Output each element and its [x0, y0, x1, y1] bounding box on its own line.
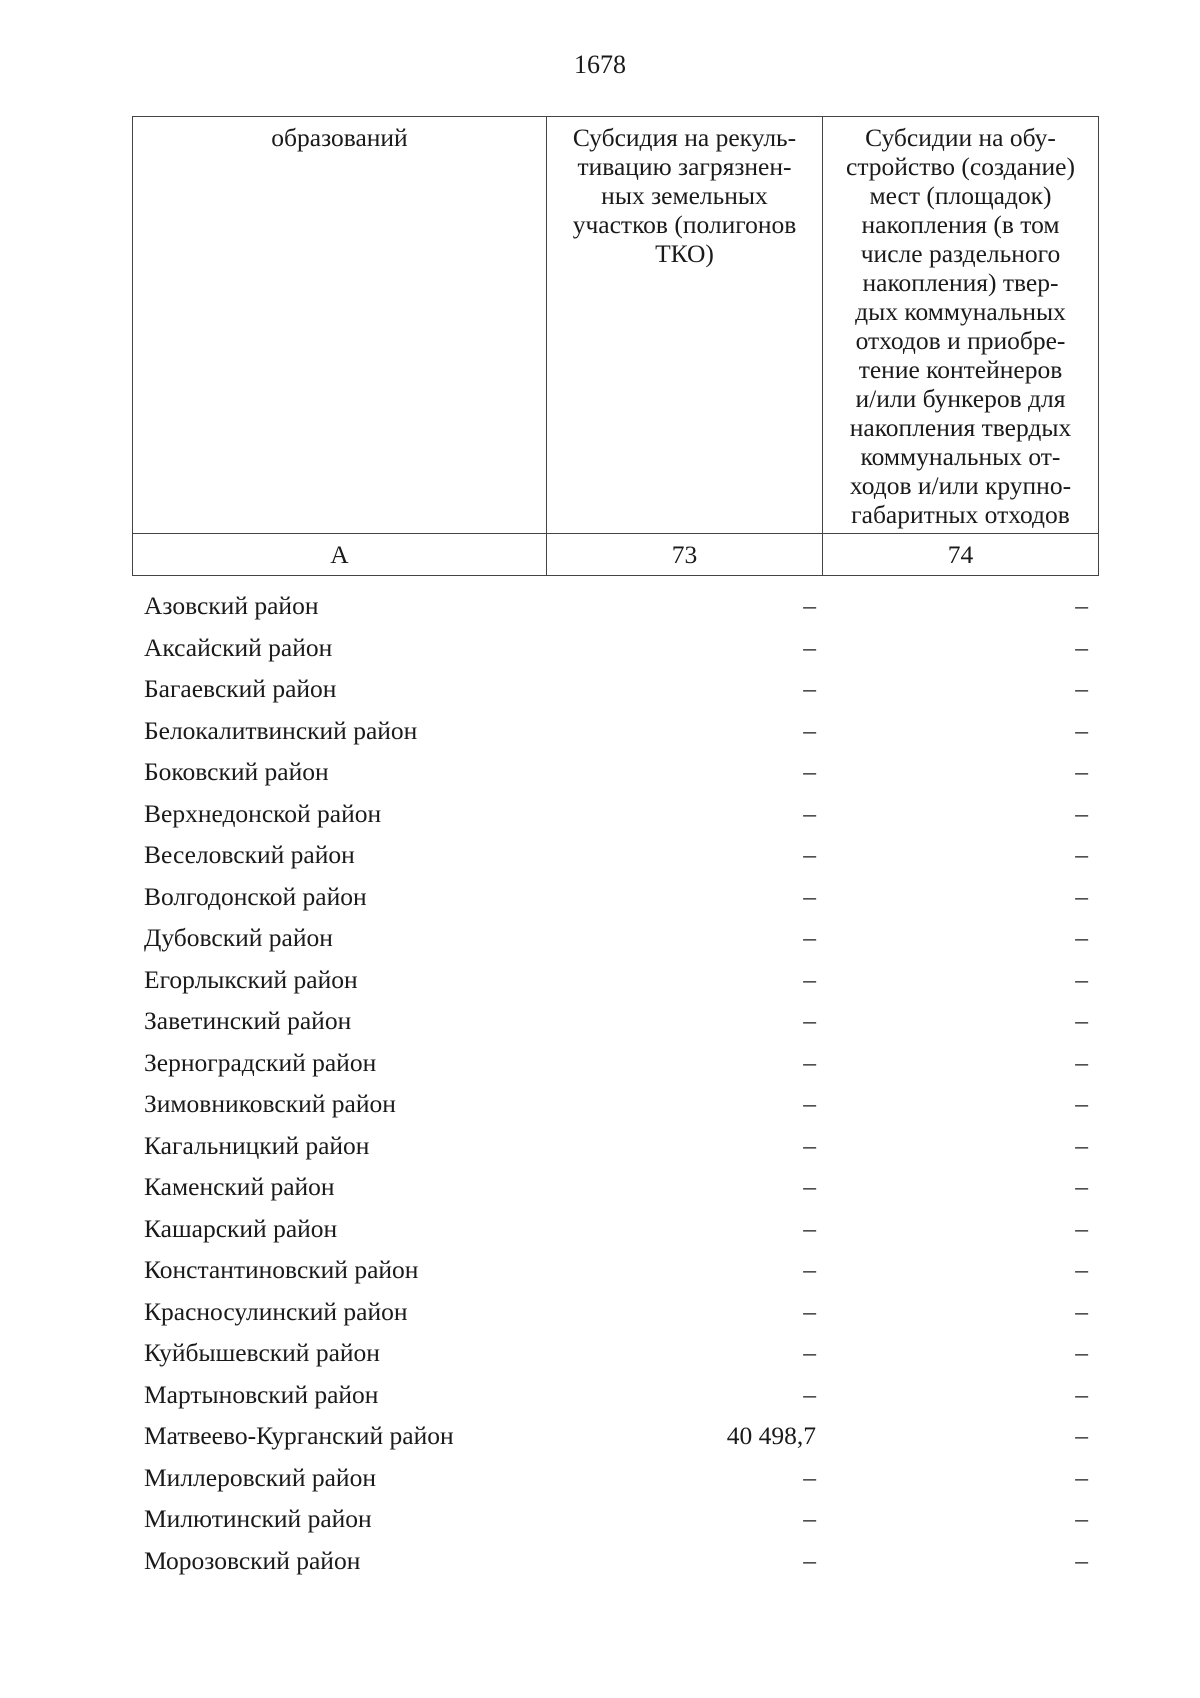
table-row	[132, 710, 1098, 752]
column-index-73: 73	[547, 534, 823, 576]
row-name: Кагальницкий район	[144, 1130, 370, 1160]
row-value-73: –	[803, 840, 816, 869]
row-value-73: –	[803, 1130, 816, 1160]
table-row	[132, 1498, 1098, 1540]
table-row	[132, 876, 1098, 918]
row-name: Волгодонской район	[144, 881, 367, 911]
table-row	[132, 585, 1098, 627]
row-value-74: –	[1075, 1255, 1088, 1284]
table-body	[132, 585, 1098, 1581]
row-name: Аксайский район	[144, 632, 333, 662]
row-value-74: –	[1075, 1006, 1088, 1035]
row-value-73: –	[803, 1379, 816, 1409]
row-value-74: –	[1075, 840, 1088, 869]
row-name: Веселовский район	[144, 840, 355, 869]
table-row	[132, 793, 1098, 835]
header-subsidy-waste-sites-text: Субсидии на обу- стройство (создание) мест (площадок) накопления (в том числе раздельного накопления) твер- дых коммунальных отходов и приобре- тение контейнеров и/или бункеров для накопления твердых коммунальных от- ходов и/или крупно- габаритных отходов	[846, 123, 1075, 529]
row-name: Милютинский район	[144, 1504, 372, 1533]
row-name: Матвеево-Курганский район	[144, 1421, 454, 1450]
header-cell-subsidy-waste-sites	[823, 117, 1099, 534]
row-name: Красносулинский район	[144, 1296, 408, 1326]
table-row	[132, 1374, 1098, 1416]
row-value-74: –	[1075, 964, 1088, 994]
row-value-73: –	[803, 757, 816, 786]
table-row	[132, 917, 1098, 959]
table-row	[132, 1332, 1098, 1374]
header-cell-municipality	[133, 117, 547, 534]
row-value-73: –	[803, 1089, 816, 1118]
row-value-73: –	[803, 1545, 816, 1575]
column-index-row	[133, 534, 1099, 576]
row-name: Кашарский район	[144, 1213, 338, 1243]
table-row	[132, 1125, 1098, 1167]
row-value-73: –	[803, 1255, 816, 1284]
row-name: Константиновский район	[144, 1255, 419, 1284]
row-value-74: –	[1075, 632, 1088, 662]
row-value-74: –	[1075, 881, 1088, 911]
row-value-74: –	[1075, 1504, 1088, 1533]
row-name: Заветинский район	[144, 1006, 352, 1035]
table-row	[132, 1291, 1098, 1333]
row-value-74: –	[1075, 591, 1088, 620]
row-value-73: –	[803, 1047, 816, 1077]
page-number: 1678	[574, 50, 626, 79]
table-row	[132, 668, 1098, 710]
row-name: Миллеровский район	[144, 1462, 376, 1492]
row-value-74: –	[1075, 1421, 1088, 1450]
row-name: Дубовский район	[144, 923, 333, 952]
row-value-73: –	[803, 798, 816, 828]
row-value-73: –	[803, 715, 816, 745]
row-value-74: –	[1075, 1545, 1088, 1575]
row-name: Верхнедонской район	[144, 798, 382, 828]
table-row	[132, 627, 1098, 669]
row-value-73: –	[803, 1006, 816, 1035]
row-name: Егорлыкский район	[144, 964, 358, 994]
row-value-74: –	[1075, 1379, 1088, 1409]
header-row	[133, 117, 1099, 534]
table-row	[132, 1000, 1098, 1042]
row-value-73: –	[803, 881, 816, 911]
row-value-73: –	[803, 1213, 816, 1243]
row-name: Зерноградский район	[144, 1047, 377, 1077]
row-value-73: –	[803, 1504, 816, 1533]
row-value-74: –	[1075, 1296, 1088, 1326]
row-value-74: –	[1075, 715, 1088, 745]
row-value-74: –	[1075, 798, 1088, 828]
row-value-74: –	[1075, 757, 1088, 786]
row-name: Морозовский район	[144, 1545, 361, 1575]
column-index-74: 74	[823, 534, 1099, 576]
table-row	[132, 1415, 1098, 1457]
table-row	[132, 751, 1098, 793]
row-name: Багаевский район	[144, 674, 337, 703]
row-value-74: –	[1075, 1130, 1088, 1160]
row-value-73: –	[803, 1462, 816, 1492]
table-row	[132, 1208, 1098, 1250]
row-value-73: –	[803, 632, 816, 662]
header-cell-subsidy-recultivation	[547, 117, 823, 534]
row-value-73: 40 498,7	[726, 1421, 816, 1450]
table-row	[132, 834, 1098, 876]
row-value-74: –	[1075, 1089, 1088, 1118]
table-row	[132, 1042, 1098, 1084]
row-value-74: –	[1075, 1047, 1088, 1077]
table-row	[132, 1540, 1098, 1582]
table-header	[132, 116, 1099, 576]
row-name: Мартыновский район	[144, 1379, 379, 1409]
row-name: Зимовниковский район	[144, 1089, 396, 1118]
row-name: Белокалитвинский район	[144, 715, 418, 745]
row-value-74: –	[1075, 674, 1088, 703]
row-value-73: –	[803, 1338, 816, 1367]
row-value-74: –	[1075, 1338, 1088, 1367]
header-subsidy-recultivation-text: Субсидия на рекуль- тивацию загрязнен- ных земельных участков (полигонов ТКО)	[572, 123, 797, 268]
row-value-74: –	[1075, 1213, 1088, 1243]
row-value-73: –	[803, 1172, 816, 1201]
table-row	[132, 1083, 1098, 1125]
row-value-74: –	[1075, 1462, 1088, 1492]
column-index-a: А	[133, 534, 547, 576]
header-municipality-text: образований	[271, 123, 408, 152]
row-value-74: –	[1075, 923, 1088, 952]
row-name: Боковский район	[144, 757, 329, 786]
row-value-73: –	[803, 674, 816, 703]
row-name: Каменский район	[144, 1172, 335, 1201]
table-row	[132, 1166, 1098, 1208]
table-row	[132, 1249, 1098, 1291]
table-row	[132, 1457, 1098, 1499]
row-name: Азовский район	[144, 591, 319, 620]
row-value-74: –	[1075, 1172, 1088, 1201]
row-value-73: –	[803, 964, 816, 994]
row-value-73: –	[803, 591, 816, 620]
table-row	[132, 959, 1098, 1001]
row-value-73: –	[803, 923, 816, 952]
row-name: Куйбышевский район	[144, 1338, 380, 1367]
row-value-73: –	[803, 1296, 816, 1326]
